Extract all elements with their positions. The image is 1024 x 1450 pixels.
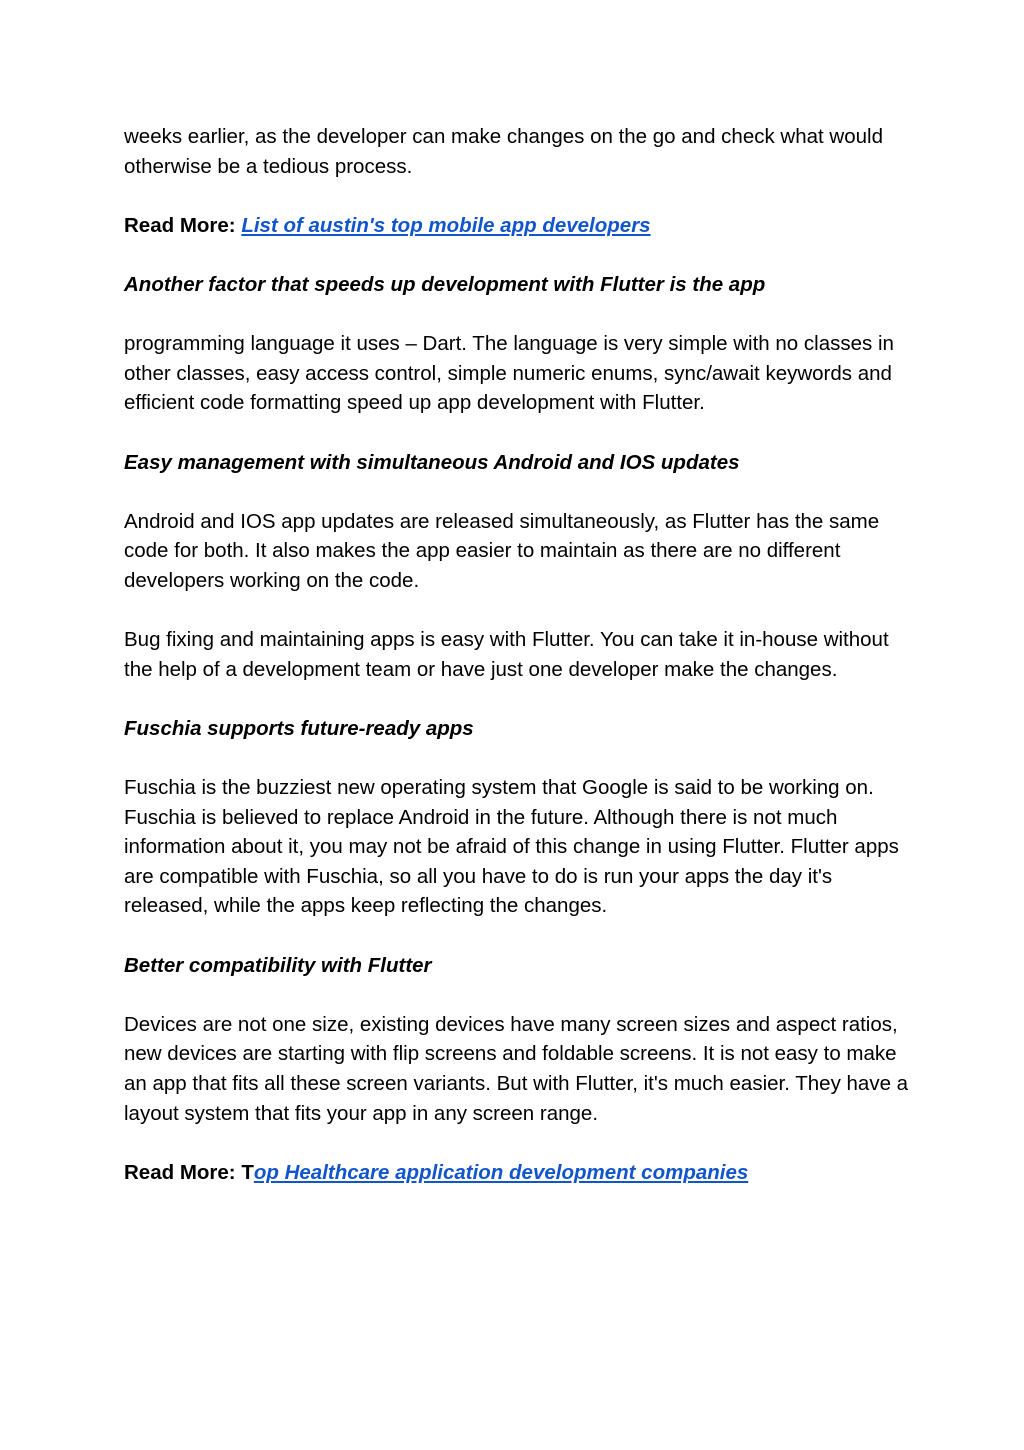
read-more-label: Read More: T: [124, 1160, 254, 1184]
paragraph-updates: Android and IOS app updates are released simultaneously, as Flutter has the same code for both. It also makes the app easier to maintain as there are no different developers working on the code.: [124, 509, 880, 592]
document-page: [124, 122, 914, 1217]
section-heading-dart: Another factor that speeds up development with Flutter is the app: [124, 272, 766, 296]
paragraph-bug-fixing: Bug fixing and maintaining apps is easy with Flutter. You can take it in-house without the help of a development team or have just one developer make the changes.: [124, 628, 889, 681]
read-more-line-1: [124, 211, 914, 241]
read-more-line-2: [124, 1158, 914, 1188]
paragraph-compatibility: Devices are not one size, existing devices have many screen sizes and aspect ratios, new devices are starting with flip screens and foldable screens. It is not easy to make an app that fits all these screen variants. But with Flutter, it's much easier. They have a layout system that fits your app in any screen range.: [124, 1012, 909, 1125]
read-more-label: Read More:: [124, 213, 242, 237]
section-heading-fuschia: Fuschia supports future-ready apps: [124, 716, 474, 740]
section-heading-compatibility: Better compatibility with Flutter: [124, 953, 432, 977]
paragraph-dart: programming language it uses – Dart. The language is very simple with no classes in other classes, easy access control, simple numeric enums, sync/await keywords and efficient code formatting speed up app development with Flutter.: [124, 332, 894, 415]
healthcare-companies-link[interactable]: op Healthcare application development companies: [253, 1160, 749, 1184]
paragraph-fuschia: Fuschia is the buzziest new operating system that Google is said to be working on. Fuschia is believed to replace Android in the future. Although there is not much information about it, you may not be afraid of this change in using Flutter. Flutter apps are compatible with Fuschia, so all you have to do is run your apps the day it's released, while the apps keep reflecting the changes.: [124, 776, 899, 918]
austin-developers-link[interactable]: List of austin's top mobile app developers: [241, 213, 651, 237]
section-heading-updates: Easy management with simultaneous Android and IOS updates: [124, 450, 740, 474]
intro-paragraph: weeks earlier, as the developer can make changes on the go and check what would otherwise be a tedious process.: [124, 125, 883, 178]
